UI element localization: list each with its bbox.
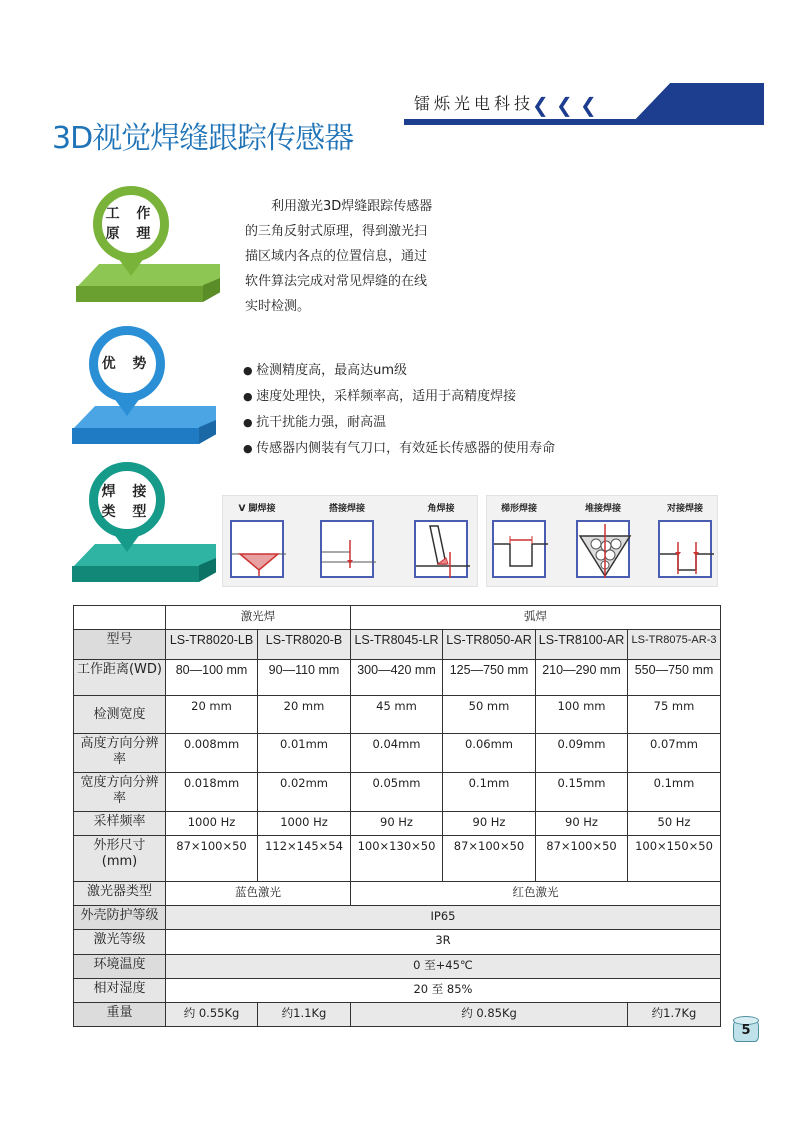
table-cell: 蓝色激光 (166, 882, 351, 906)
row-label: 相对湿度 (74, 979, 166, 1003)
table-cell: 3R (166, 930, 721, 955)
table-cell: 20 mm (166, 696, 258, 734)
weld-stack-joint: 堆接焊接 (571, 496, 635, 578)
table-cell: LS-TR8050-AR (443, 630, 536, 660)
table-cell: 87×100×50 (536, 836, 628, 882)
table-cell: 0.1mm (443, 773, 536, 812)
brand-underline (404, 119, 764, 125)
chevron-left-icon: ❮ (580, 93, 597, 117)
table-cell: 0.01mm (258, 734, 351, 773)
weld-butt-joint: 对接焊接 (653, 496, 717, 578)
chevron-left-icon: ❮ (556, 93, 573, 117)
table-cell: 80—100 mm (166, 660, 258, 696)
page-title: 3D视觉焊缝跟踪传感器 (52, 121, 354, 156)
table-row (74, 955, 721, 979)
table-cell: 0.04mm (351, 734, 443, 773)
row-label: 外形尺寸 (mm) (74, 836, 166, 882)
badge-label: 工 作 原 理 (105, 206, 157, 242)
list-item: ● 检测精度高，最高达um级 (243, 358, 555, 384)
table-cell: 0.09mm (536, 734, 628, 773)
table-cell: 约 0.85Kg (351, 1003, 628, 1027)
table-cell: 300—420 mm (351, 660, 443, 696)
table-cell: 87×100×50 (443, 836, 536, 882)
row-label: 外壳防护等级 (74, 906, 166, 930)
table-cell: 45 mm (351, 696, 443, 734)
badge-label: 优 势 (101, 356, 153, 372)
table-row (74, 1003, 721, 1027)
weld-v-joint: V 脚焊接 (225, 496, 289, 578)
brand-bar (404, 83, 764, 127)
table-cell: 100×150×50 (628, 836, 721, 882)
table-cell: 0.15mm (536, 773, 628, 812)
table-cell: 90—110 mm (258, 660, 351, 696)
table-cell: 0.02mm (258, 773, 351, 812)
table-cell: IP65 (166, 906, 721, 930)
table-row (74, 696, 721, 734)
table-cell: 75 mm (628, 696, 721, 734)
table-cell: 20 mm (258, 696, 351, 734)
table-cell: LS-TR8075-AR-3 (628, 630, 721, 660)
row-label: 采样频率 (74, 812, 166, 836)
table-cell: LS-TR8020-LB (166, 630, 258, 660)
table-cell: 0 至+45℃ (166, 955, 721, 979)
table-cell: LS-TR8100-AR (536, 630, 628, 660)
advantages-list (243, 358, 555, 462)
table-cell: 红色激光 (351, 882, 721, 906)
badge-platform (72, 406, 216, 446)
row-label: 环境温度 (74, 955, 166, 979)
row-label: 高度方向分辨率 (74, 734, 166, 773)
table-cell: 0.07mm (628, 734, 721, 773)
table-cell: 90 Hz (351, 812, 443, 836)
table-cell: 100×130×50 (351, 836, 443, 882)
table-cell: 0.1mm (628, 773, 721, 812)
row-label: 重量 (74, 1003, 166, 1027)
table-cell: 0.06mm (443, 734, 536, 773)
table-cell: 125—750 mm (443, 660, 536, 696)
weld-diagram-panel (486, 495, 718, 587)
table-row (74, 906, 721, 930)
table-cell: 100 mm (536, 696, 628, 734)
list-item: ● 抗干扰能力强，耐高温 (243, 410, 555, 436)
table-cell: 550—750 mm (628, 660, 721, 696)
table-cell: 20 至 85% (166, 979, 721, 1003)
table-cell-empty (74, 606, 166, 630)
page-number: 5 (741, 1023, 751, 1038)
table-row (74, 606, 721, 630)
table-cell: 112×145×54 (258, 836, 351, 882)
table-cell: LS-TR8045-LR (351, 630, 443, 660)
table-row (74, 630, 721, 660)
brand-name: 镭烁光电科技 (414, 94, 535, 113)
table-cell: 0.018mm (166, 773, 258, 812)
row-label: 宽度方向分辨率 (74, 773, 166, 812)
table-cell: 90 Hz (536, 812, 628, 836)
chevron-left-icon: ❮ (532, 93, 549, 117)
badge-principle (76, 186, 226, 316)
table-row (74, 660, 721, 696)
badge-advantages (72, 326, 222, 456)
table-row (74, 979, 721, 1003)
list-item: ● 传感器内侧装有气刀口，有效延长传感器的使用寿命 (243, 436, 555, 462)
table-row (74, 930, 721, 955)
badge-platform (76, 264, 220, 304)
table-row (74, 734, 721, 773)
group-header-arc: 弧焊 (351, 606, 721, 630)
table-cell: 0.05mm (351, 773, 443, 812)
table-cell: 90 Hz (443, 812, 536, 836)
table-cell: 210—290 mm (536, 660, 628, 696)
list-item: ● 速度处理快，采样频率高，适用于高精度焊接 (243, 384, 555, 410)
table-cell: 50 Hz (628, 812, 721, 836)
table-row (74, 882, 721, 906)
table-cell: LS-TR8020-B (258, 630, 351, 660)
principle-text: 利用激光3D焊缝跟踪传感器 的三角反射式原理，得到激光扫 描区域内各点的位置信息，通过 软件算法完成对常见焊缝的在线 实时检测。 (245, 199, 433, 314)
badge-platform (72, 544, 216, 584)
page-number-badge (733, 1016, 759, 1044)
row-label: 激光器类型 (74, 882, 166, 906)
table-cell: 约1.1Kg (258, 1003, 351, 1027)
row-label: 检测宽度 (74, 696, 166, 734)
weld-fillet-joint: 角焊接 (409, 496, 473, 578)
weld-lap-joint: 搭接焊接 (315, 496, 379, 578)
table-cell: 约1.7Kg (628, 1003, 721, 1027)
table-row (74, 773, 721, 812)
row-label: 型号 (74, 630, 166, 660)
table-cell: 1000 Hz (258, 812, 351, 836)
table-cell: 0.008mm (166, 734, 258, 773)
row-label: 激光等级 (74, 930, 166, 955)
badge-weld-types (72, 462, 222, 592)
badge-label: 焊 接 类 型 (101, 484, 153, 520)
table-cell: 87×100×50 (166, 836, 258, 882)
table-cell: 1000 Hz (166, 812, 258, 836)
weld-trapezoid-joint: 梯形焊接 (487, 496, 551, 578)
table-row (74, 836, 721, 882)
table-cell: 约 0.55Kg (166, 1003, 258, 1027)
weld-diagram-panel (222, 495, 478, 587)
row-label: 工作距离(WD) (74, 660, 166, 696)
table-cell: 50 mm (443, 696, 536, 734)
table-row (74, 812, 721, 836)
spec-table (73, 605, 721, 1027)
group-header-laser: 激光焊 (166, 606, 351, 630)
